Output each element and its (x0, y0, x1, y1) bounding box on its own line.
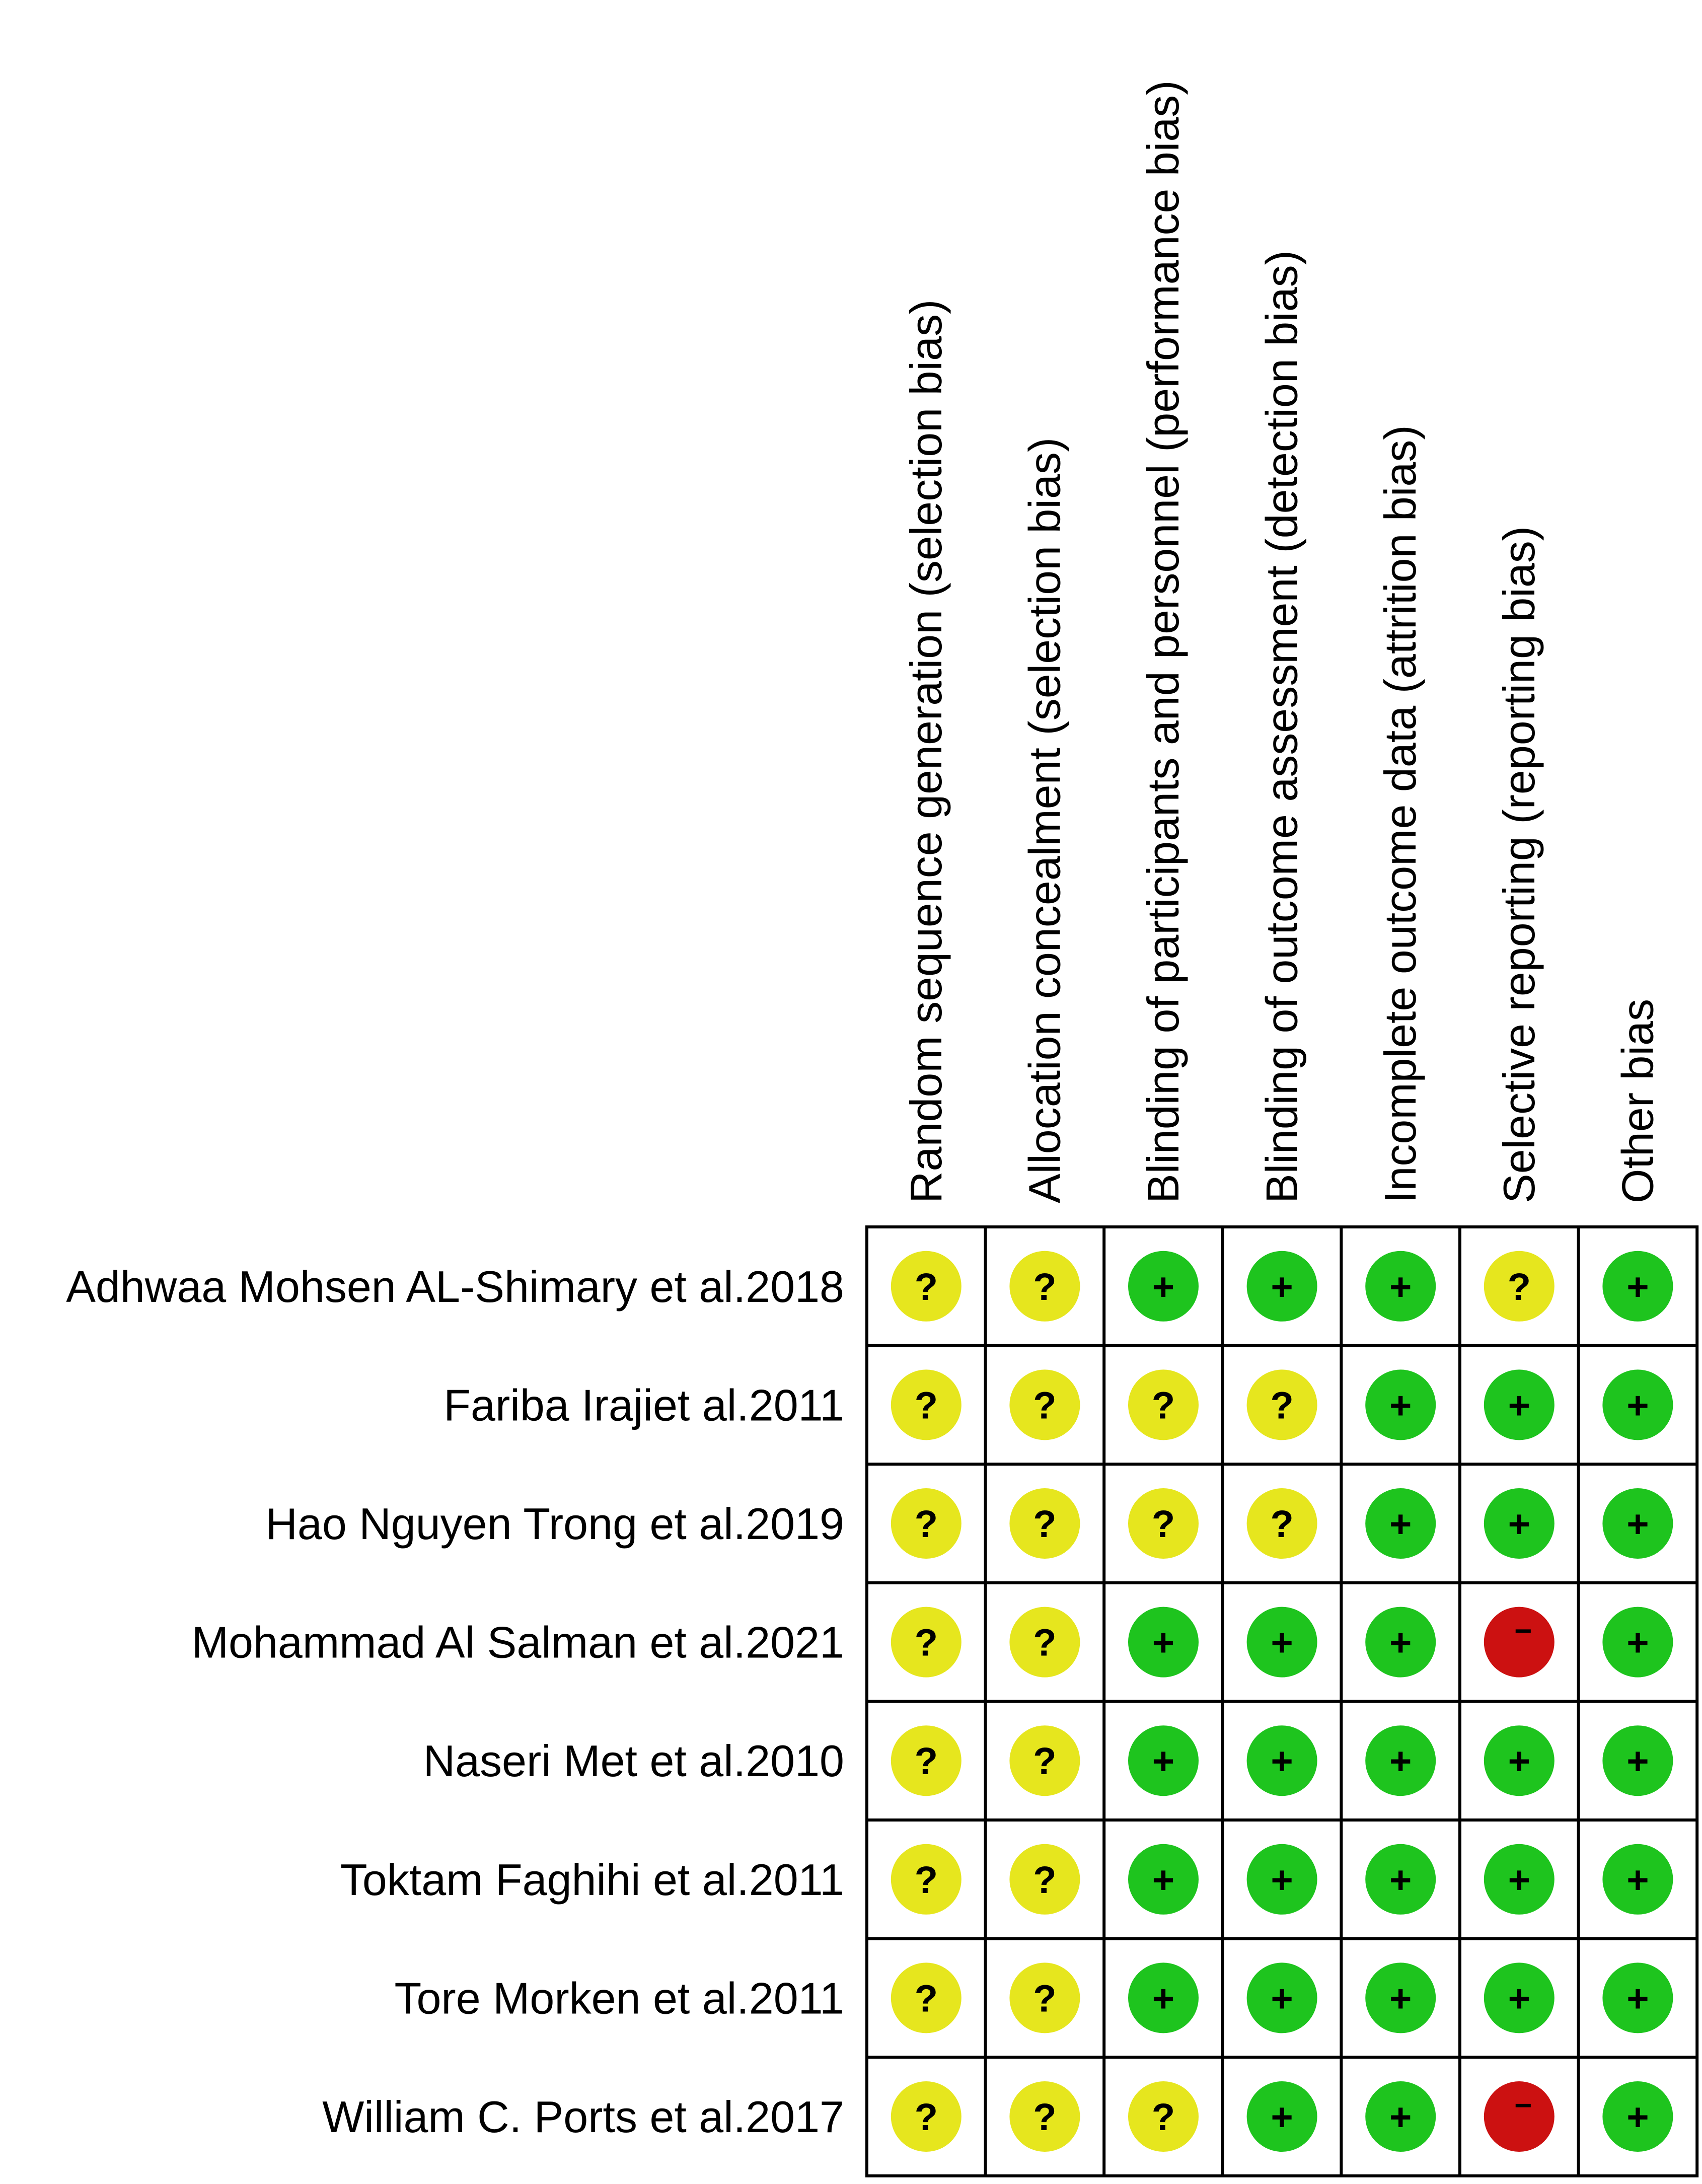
rating-mark-unclear (1009, 1962, 1080, 2033)
rating-mark-low (1484, 1725, 1555, 1796)
rating-symbol: + (1271, 2096, 1293, 2139)
rating-symbol: + (1389, 1384, 1412, 1427)
study-label: Mohammad Al Salman et al.2021 (191, 1617, 844, 1667)
rating-symbol: + (1152, 1265, 1175, 1308)
rating-mark-unclear (891, 1488, 961, 1559)
rating-symbol: ? (914, 1503, 938, 1546)
study-label: Fariba Irajiet al.2011 (443, 1380, 844, 1430)
rating-mark-low (1602, 1369, 1673, 1440)
rating-mark-unclear (1128, 2081, 1199, 2152)
rating-mark-unclear (1009, 1725, 1080, 1796)
rating-mark-low (1602, 1725, 1673, 1796)
rating-symbol: + (1271, 1977, 1293, 2020)
rating-symbol: + (1389, 1621, 1412, 1664)
rating-symbol: ? (1033, 1740, 1057, 1783)
rating-symbol: + (1626, 1265, 1649, 1308)
rating-symbol: + (1271, 1858, 1293, 1902)
rating-symbol: + (1389, 2096, 1412, 2139)
column-label: Incomplete outcome data (attrition bias) (1375, 425, 1426, 1203)
rating-mark-unclear (1247, 1369, 1317, 1440)
rating-symbol: ? (914, 1740, 938, 1783)
rating-mark-high (1484, 1607, 1555, 1678)
rating-mark-low (1365, 1488, 1436, 1559)
rating-mark-unclear (891, 2081, 961, 2152)
rating-symbol: + (1271, 1621, 1293, 1664)
rating-symbol: ? (1507, 1265, 1531, 1308)
rating-mark-low (1247, 1607, 1317, 1678)
rating-symbol: + (1389, 1503, 1412, 1546)
rating-symbol: ? (1033, 1265, 1057, 1308)
rating-symbol: + (1152, 1740, 1175, 1783)
rating-symbol: + (1626, 1621, 1649, 1664)
rating-symbol: + (1626, 1503, 1649, 1546)
rating-mark-unclear (1128, 1369, 1199, 1440)
column-label: Other bias (1612, 999, 1663, 1203)
rating-grid (867, 1227, 1697, 2176)
rating-symbol: ? (1151, 2096, 1175, 2139)
rating-symbol: + (1626, 1977, 1649, 2020)
rating-mark-low (1484, 1488, 1555, 1559)
rating-symbol: ? (914, 1977, 938, 2020)
rating-symbol: + (1271, 1740, 1293, 1783)
rating-symbol: + (1626, 1384, 1649, 1427)
rating-symbol: − (1514, 2088, 1532, 2122)
rating-symbol: + (1508, 1740, 1530, 1783)
rating-symbol: ? (1270, 1384, 1294, 1427)
rating-mark-low (1602, 1251, 1673, 1322)
rating-symbol: + (1626, 1740, 1649, 1783)
rating-mark-low (1602, 1488, 1673, 1559)
rating-mark-unclear (1009, 1488, 1080, 1559)
rating-symbol: + (1271, 1265, 1293, 1308)
column-label: Random sequence generation (selection bias) (901, 299, 951, 1203)
rating-symbol: + (1389, 1265, 1412, 1308)
rating-mark-low (1128, 1725, 1199, 1796)
rating-mark-low (1365, 1369, 1436, 1440)
rating-symbol: ? (914, 1384, 938, 1427)
rating-mark-unclear (1247, 1488, 1317, 1559)
rating-symbol: ? (1151, 1384, 1175, 1427)
rating-mark-low (1128, 1962, 1199, 2033)
rating-mark-low (1484, 1962, 1555, 2033)
rating-symbol: + (1389, 1977, 1412, 2020)
rating-mark-low (1365, 2081, 1436, 2152)
rating-symbol: + (1389, 1858, 1412, 1902)
rating-symbol: ? (1033, 1977, 1057, 2020)
rating-mark-low (1484, 1369, 1555, 1440)
rating-mark-low (1365, 1725, 1436, 1796)
rating-mark-low (1602, 2081, 1673, 2152)
rating-mark-unclear (891, 1369, 961, 1440)
rating-symbol: ? (1033, 1858, 1057, 1902)
rating-symbol: + (1508, 1977, 1530, 2020)
column-label: Selective reporting (reporting bias) (1494, 526, 1544, 1203)
rating-mark-low (1602, 1607, 1673, 1678)
rating-symbol: + (1508, 1858, 1530, 1902)
rating-mark-unclear (1009, 1844, 1080, 1915)
study-label: Tore Morken et al.2011 (394, 1973, 844, 2023)
rating-mark-unclear (1009, 1251, 1080, 1322)
study-label: Adhwaa Mohsen AL-Shimary et al.2018 (66, 1261, 844, 1312)
rating-mark-low (1484, 1844, 1555, 1915)
study-label: Naseri Met et al.2010 (423, 1736, 844, 1786)
study-label: Toktam Faghihi et al.2011 (340, 1854, 844, 1905)
rating-mark-low (1365, 1607, 1436, 1678)
rating-symbol: ? (1033, 1503, 1057, 1546)
rating-symbol: + (1152, 1977, 1175, 2020)
rating-symbol: ? (1033, 1621, 1057, 1664)
rating-symbol: + (1152, 1621, 1175, 1664)
rating-symbol: + (1389, 1740, 1412, 1783)
rating-mark-low (1128, 1607, 1199, 1678)
column-label: Allocation concealment (selection bias) (1019, 437, 1070, 1203)
rating-symbol: + (1508, 1384, 1530, 1427)
rating-mark-unclear (1009, 1607, 1080, 1678)
rating-mark-unclear (891, 1607, 961, 1678)
rating-mark-low (1247, 1844, 1317, 1915)
rating-mark-unclear (1484, 1251, 1555, 1322)
column-labels (901, 80, 1663, 1203)
rating-mark-high (1484, 2081, 1555, 2152)
rating-mark-unclear (891, 1962, 961, 2033)
rating-mark-unclear (891, 1844, 961, 1915)
rating-mark-low (1365, 1962, 1436, 2033)
rating-symbol: ? (914, 1265, 938, 1308)
rating-symbol: ? (1270, 1503, 1294, 1546)
rating-mark-unclear (1009, 1369, 1080, 1440)
rating-symbol: ? (1033, 1384, 1057, 1427)
rating-symbol: ? (914, 1858, 938, 1902)
rating-symbol: ? (914, 1621, 938, 1664)
study-label: William C. Ports et al.2017 (322, 2092, 844, 2142)
rating-symbol: + (1626, 1858, 1649, 1902)
rating-symbol: + (1508, 1503, 1530, 1546)
rating-mark-low (1128, 1251, 1199, 1322)
rating-mark-unclear (891, 1725, 961, 1796)
rating-symbol: ? (1033, 2096, 1057, 2139)
rating-mark-low (1247, 1725, 1317, 1796)
rating-mark-unclear (891, 1251, 961, 1322)
column-label: Blinding of participants and personnel (performance bias) (1138, 80, 1188, 1203)
rating-mark-low (1365, 1251, 1436, 1322)
rating-symbol: ? (1151, 1503, 1175, 1546)
rating-mark-low (1602, 1844, 1673, 1915)
rating-mark-low (1247, 2081, 1317, 2152)
rating-mark-low (1365, 1844, 1436, 1915)
row-labels (66, 1262, 844, 2142)
rating-symbol: ? (914, 2096, 938, 2139)
study-label: Hao Nguyen Trong et al.2019 (265, 1499, 844, 1549)
rating-symbol: + (1626, 2096, 1649, 2139)
column-label: Blinding of outcome assessment (detection bias) (1256, 250, 1307, 1203)
rating-mark-low (1128, 1844, 1199, 1915)
rating-symbol: − (1514, 1614, 1532, 1648)
rating-mark-low (1247, 1251, 1317, 1322)
rating-mark-unclear (1009, 2081, 1080, 2152)
rating-mark-unclear (1128, 1488, 1199, 1559)
rating-symbol: + (1152, 1858, 1175, 1902)
rating-mark-low (1247, 1962, 1317, 2033)
rating-mark-low (1602, 1962, 1673, 2033)
